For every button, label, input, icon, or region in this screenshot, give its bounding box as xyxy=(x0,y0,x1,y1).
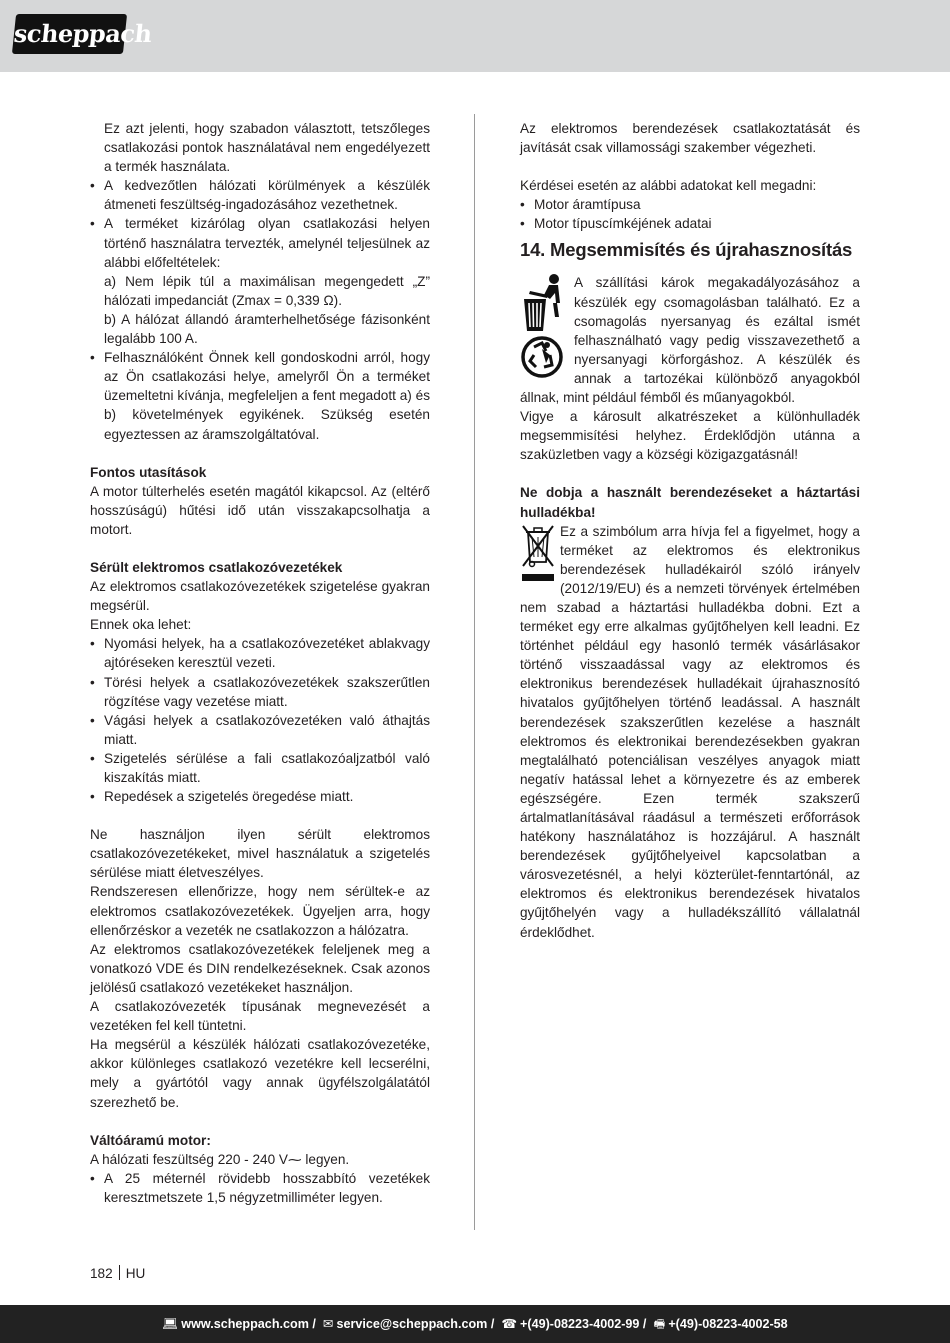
paragraph: A csatlakozóvezeték típusának megnevezését a vezetéken fel kell tüntetni. xyxy=(90,999,430,1034)
weee-symbol xyxy=(520,522,556,590)
list-item: • A kedvezőtlen hálózati körülmények a készülék átmeneti feszültség-ingadozásához vezethetnek. xyxy=(90,176,430,214)
contact-phone[interactable] xyxy=(498,1305,647,1343)
paragraph: Az elektromos csatlakozóvezetékek feleljenek meg a vonatkozó VDE és DIN rendelkezéseknek. Csak azonos jelölésű csatlakozó vezetékeket használjon. xyxy=(90,941,430,995)
fax-text: +(49)-08223-4002-58 xyxy=(668,1317,788,1331)
computer-icon: 💻︎ xyxy=(162,1317,179,1331)
section-title-14: 14. Megsemmisítés és újrahasznosítás xyxy=(520,239,853,261)
paragraph: Kérdései esetén az alábbi adatokat kell megadni: xyxy=(520,178,817,194)
trash-person-icon xyxy=(520,273,568,335)
page-footer xyxy=(0,1305,950,1343)
recycle-icon xyxy=(520,335,568,379)
section-heading-serult: Sérült elektromos csatlakozóvezetékek xyxy=(90,559,343,575)
page-header xyxy=(0,0,950,72)
list-item: • Motor típuscímkéjének adatai xyxy=(520,214,860,233)
email-link-text: service@scheppach.com / xyxy=(336,1317,495,1331)
contact-web[interactable] xyxy=(162,1305,316,1343)
crossed-bin-icon xyxy=(520,522,556,588)
list-item: • Szigetelés sérülése a fali csatlakozóaljzatból való kiszakítás miatt. xyxy=(90,749,430,787)
section-heading-valto: Váltóáramú motor: xyxy=(90,1132,211,1148)
paragraph-vigye: Vigye a károsult alkatrészeket a különhulladék megsemmisítési helyhez. Érdeklődjön utánna a szaküzletben vagy a községi közigazgatásnál! xyxy=(520,409,860,463)
list-item: • Repedések a szigetelés öregedése miatt. xyxy=(90,787,430,806)
paragraph: Ennek oka lehet: xyxy=(90,617,192,633)
condition-b: b) A hálózat állandó áramterhelhetősége fázisonként legalább 100 A. xyxy=(104,311,430,347)
intro-text: Ez azt jelenti, hogy szabadon választott, tetszőleges csatlakozási pontok használatával nem engedélyezett a termék használata. xyxy=(104,121,430,175)
disposal-icons xyxy=(520,273,570,376)
paragraph: A motor túlterhelés esetén magától kikapcsol. Az (eltérő hosszúságú) hűtési idő után visszakapcsolhatja a motort. xyxy=(90,483,430,537)
scheppach-logo: scheppach xyxy=(12,14,127,54)
column-divider xyxy=(474,114,475,1230)
fax-icon: 🖷︎ xyxy=(653,1317,666,1331)
web-link-text: www.scheppach.com / xyxy=(181,1317,316,1331)
contact-email[interactable] xyxy=(319,1305,494,1343)
phone-icon: ☎︎ xyxy=(501,1317,518,1331)
paragraph: A hálózati feszültség 220 - 240 V⁓ legyen. xyxy=(90,1151,350,1167)
paragraph: Ha megsérül a készülék hálózati csatlakozóvezetéke, akkor különleges csatlakozó vezetékre kell lecserélni, mely a gyártótól vagy annak ügyfélszolgálatától szerezhető be. xyxy=(90,1037,430,1110)
list-item: • Vágási helyek a csatlakozóvezetéken való áthajtás miatt. xyxy=(90,711,430,749)
list-item: • Motor áramtípusa xyxy=(520,195,860,214)
language-code: HU xyxy=(125,1266,146,1281)
paragraph-szallitasi: A szállítási károk megakadályozásához a készülék egy csomagolásban található. Ez a csomagolás nyersanyag és ezáltal ismét felhasználható vagy pedig visszavezethető a nyersanyagi körforgáshoz. A készülék és annak a tartozékai különböző anyagokból állnak, mint például fémből és műanyagokból. xyxy=(520,275,860,406)
section-heading-fontos: Fontos utasítások xyxy=(90,464,207,480)
mail-icon: ✉︎ xyxy=(322,1317,334,1331)
section-heading-ne-dobja: Ne dobja a használt berendezéseket a háztartási hulladékba! xyxy=(520,485,860,520)
contact-fax[interactable] xyxy=(650,1305,788,1343)
paragraph: Az elektromos csatlakozóvezetékek szigetelése gyakran megsérül. xyxy=(90,579,430,614)
left-column xyxy=(90,119,430,1207)
condition-a: a) Nem lépik túl a maximálisan megengedett „Z” hálózati impedanciát (Zmax = 0,339 Ω). xyxy=(104,273,430,308)
paragraph: Az elektromos berendezések csatlakoztatását és javítását csak villamossági szakember végezheti. xyxy=(520,121,860,156)
list-item: • Törési helyek a csatlakozóvezetékek szakszerűtlen rögzítése vagy vezetése miatt. xyxy=(90,673,430,711)
list-item: • A 25 méternél rövidebb hosszabbító vezetékek keresztmetszete 1,5 négyzetmilliméter legyen. xyxy=(90,1169,430,1207)
paragraph: Rendszeresen ellenőrizze, hogy nem sérültek-e az elektromos csatlakozóvezetékek. Ügyeljen arra, hogy ellenőrzéskor a vezeték ne csatlakozzon a hálózatra. xyxy=(90,884,430,938)
page-number-value: 182 xyxy=(90,1266,113,1281)
paragraph: Ne használjon ilyen sérült elektromos csatlakozóvezetékeket, mivel használatuk a szigetelés sérülése miatt életveszélyes. xyxy=(90,827,430,881)
list-item: • Felhasználóként Önnek kell gondoskodni arról, hogy az Ön csatlakozási helye, amelyről Ön a terméket üzemeltetni kívánja, megfeleljen a fent megadott a) és b) követelmények egyikének. Szükség esetén egyeztessen az áramszolgáltatóval. xyxy=(90,348,430,443)
paragraph-szimbolum: Ez a szimbólum arra hívja fel a figyelmet, hogy a terméket az elektromos és elektronikus berendezések hulladékairól szóló irányelv (2012/19/EU) és a nemzeti törvények értelmében nem szabad a háztartási hulladékba dobni. Ezt a terméket egy erre alkalmas gyűjtőhelyen kell leadni. Ez történhet például egy hasonló termék vásárlásakor történő visszaadással vagy az elektromos és elektronikus berendezések hulladékait újrahasznosító hivatalos gyűjtőhelyen történő leadással. A használt berendezések szakszerűtlen kezelése a használt elektromos és elektronikai berendezésekben gyakran megtalálható potenciálisan veszélyes anyagok miatt negatív hatással lehet a környezetre és az emberek egészségére. Ezen termék szakszerű ártalmatlanításával ráadásul a természeti erőforrások hatékony használatához is hozzájárul. A használt berendezések gyűjtőhelyeivel kapcsolatban a városvezetésnél, a helyi közterület-fenntartónál, az elektromos és elektronikus berendezések hivatalos gyűjtőhelyén vagy a hulladékszállító vállalatnál érdeklődhet. xyxy=(520,523,860,940)
page-number xyxy=(90,1264,145,1283)
list-item: • A terméket kizárólag olyan csatlakozási helyen történő használatra tervezték, amelynél teljesülnek az alábbi előfeltételek: xyxy=(90,214,430,271)
list-item: • Nyomási helyek, ha a csatlakozóvezetéket ablakvagy ajtóréseken keresztül vezeti. xyxy=(90,634,430,672)
right-column xyxy=(520,119,860,942)
phone-text: +(49)-08223-4002-99 / xyxy=(520,1317,647,1331)
